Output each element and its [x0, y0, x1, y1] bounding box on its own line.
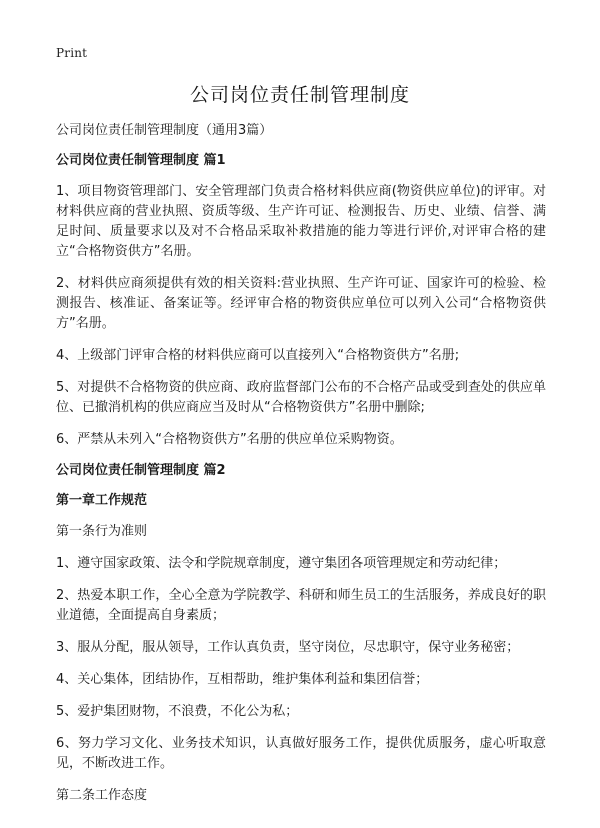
document-body: [56, 122, 546, 818]
chapter-heading: 第一章工作规范: [56, 493, 148, 508]
section-heading-2: 公司岗位责任制管理制度 篇2: [56, 463, 226, 478]
paragraph: 1、项目物资管理部门、安全管理部门负责合格材料供应商(物资供应单位)的评审。对材料供应商的营业执照、资质等级、生产许可证、检测报告、历史、业绩、信誉、满足时间、质量要求以及对不合格品采取补救措施的能力等进行评价,对评审合格的建立“合格物资供方”名册。: [56, 184, 546, 259]
paragraph: 6、努力学习文化、业务技术知识，认真做好服务工作，提供优质服务，虚心听取意见，不断改进工作。: [56, 736, 546, 771]
paragraph: 2、材料供应商须提供有效的相关资料:营业执照、生产许可证、国家许可的检验、检测报告、核准证、备案证等。经评审合格的物资供应单位可以列入公司“合格物资供方”名册。: [56, 276, 546, 331]
paragraph: 3、服从分配，服从领导，工作认真负责，坚守岗位，尽忠职守，保守业务秘密；: [56, 640, 520, 655]
print-label: Print: [56, 46, 88, 60]
paragraph: 1、遵守国家政策、法令和学院规章制度，遵守集团各项管理规定和劳动纪律；: [56, 556, 507, 571]
paragraph: 4、关心集体，团结协作，互相帮助，维护集体利益和集团信誉；: [56, 672, 429, 687]
paragraph: 2、热爱本职工作，全心全意为学院教学、科研和师生员工的生活服务，养成良好的职业道德，全面提高自身素质；: [56, 588, 546, 623]
article-heading: 第二条工作态度: [56, 788, 148, 803]
article-heading: 第一条行为准则: [56, 524, 148, 539]
paragraph: 4、上级部门评审合格的材料供应商可以直接列入“合格物资供方”名册;: [56, 348, 460, 363]
document-title: 公司岗位责任制管理制度: [189, 84, 410, 106]
paragraph: 6、严禁从未列入“合格物资供方”名册的供应单位采购物资。: [56, 432, 403, 447]
paragraph: 5、对提供不合格物资的供应商、政府监督部门公布的不合格产品或受到查处的供应单位、已撤消机构的供应商应当及时从“合格物资供方”名册中删除;: [56, 380, 546, 415]
paragraph: 5、爱护集团财物，不浪费，不化公为私；: [56, 704, 299, 719]
document-subtitle: 公司岗位责任制管理制度（通用3篇）: [56, 123, 273, 138]
section-heading-1: 公司岗位责任制管理制度 篇1: [56, 153, 226, 168]
